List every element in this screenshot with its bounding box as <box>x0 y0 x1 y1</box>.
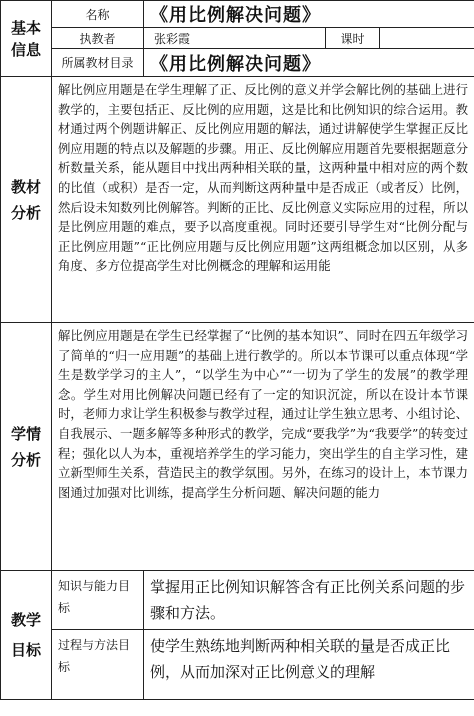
hours-value <box>380 28 474 49</box>
objective-row-1 <box>1 571 474 630</box>
material-analysis-text: 解比例应用题是在学生理解了正、反比例的意义并学会解比例的基础上进行教学的，主要包括正、反比例的应用题，这是比和比例知识的综合运用。教材通过两个例题讲解正、反比例应用题的解法，通过讲解使学生掌握正反比例应用题的特点以及解题的步骤。用正、反比例解应用题首先要根据题意分析数量关系，能从题目中找出两种相关联的量，这两种量中相对应的两个数的比值（或积）是否一定，从而判断这两种量中是否成正（或者反）比例，然后设未知数列比例解答。判断的正比、反比例意义实际应用的过程，所以是比例应用题的难点，要予以高度重视。同时还要引导学生对“比例分配与正比例应用题”“正比例应用题与反比例应用题”这两组概念加以区别，从多角度、多方位提高学生对比例概念的理解和运用能 <box>52 77 474 323</box>
learner-analysis-row <box>1 323 474 571</box>
teacher-name: 张彩霞 <box>144 28 326 49</box>
material-analysis-section-label <box>1 77 52 323</box>
hours-label: 课时 <box>326 28 380 49</box>
objectives-section-label <box>1 571 52 700</box>
material-analysis-section-text: 教材分析 <box>10 177 41 222</box>
textbook-label: 所属教材目录 <box>52 49 144 77</box>
teacher-row <box>1 28 474 49</box>
objective-text-knowledge: 掌握用正比例知识解答含有正比例关系问题的步骤和方法。 <box>144 571 474 630</box>
material-analysis-row <box>1 77 474 323</box>
textbook-title: 《用比例解决问题》 <box>144 49 474 77</box>
learner-analysis-text: 解比例应用题是在学生已经掌握了“比例的基本知识”、同时在四五年级学习了简单的“归一应用题”的基础上进行教学的。所以本节课可以重点体现“学生是数学学习的主人”，“以学生为中心”“一切为了学生的发展”的教学理念。学生对用比例解决问题已经有了一定的知识沉淀，所以在设计本节课时，老师力求让学生积极参与教学过程，通过让学生独立思考、小组讨论、自我展示、一题多解等多种形式的教学，完成“要我学”为“我要学”的转变过程；强化以人为本，重视培养学生的学习能力，突出学生的自主学习性，建立新型师生关系，营造民主的教学氛围。另外，在练习的设计上，本节课力图通过加强对比训练，提高学生分析问题、解决问题的能力 <box>52 323 474 571</box>
name-label: 名称 <box>52 1 144 28</box>
lesson-title: 《用比例解决问题》 <box>144 1 474 28</box>
teacher-label: 执教者 <box>52 28 144 49</box>
basic-info-section-label <box>1 1 52 77</box>
learner-analysis-section-label <box>1 323 52 571</box>
learner-analysis-section-text: 学情分析 <box>10 424 41 469</box>
objective-label-process: 过程与方法目标 <box>52 630 144 700</box>
textbook-row <box>1 49 474 77</box>
objective-label-knowledge: 知识与能力目标 <box>52 571 144 630</box>
objectives-section-text: 教学目标 <box>10 611 41 659</box>
name-row <box>1 1 474 28</box>
basic-info-section-text: 基本信息 <box>10 18 41 59</box>
objective-text-process: 使学生熟练地判断两种相关联的量是否成正比例，从而加深对正比例意义的理解 <box>144 630 474 700</box>
objective-row-2 <box>1 630 474 700</box>
